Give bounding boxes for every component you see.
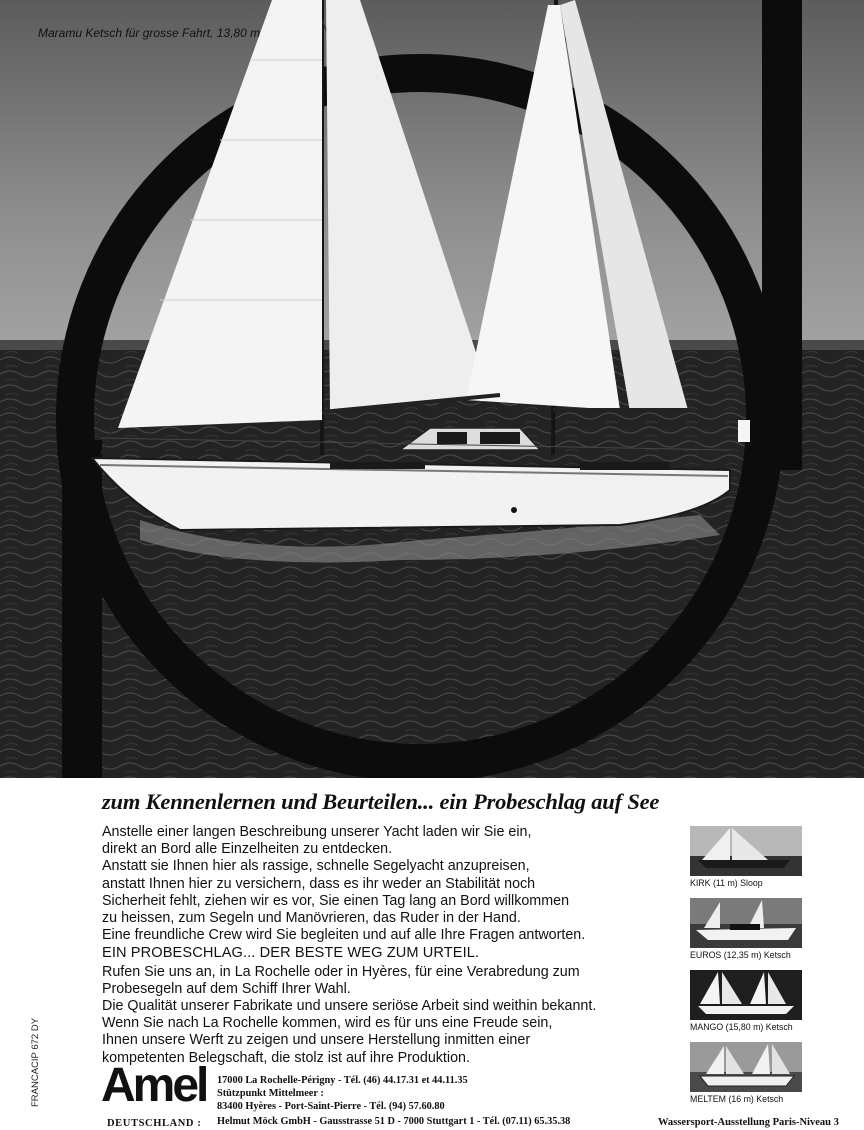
address-line: Stützpunkt Mittelmeer :: [217, 1088, 324, 1099]
amel-logo: Amel: [101, 1059, 207, 1112]
headline: zum Kennenlernen und Beurteilen... ein Probeschlag auf See: [102, 789, 660, 814]
boat-label: MANGO (15,80 m) Ketsch: [690, 1022, 793, 1032]
photo-caption: Maramu Ketsch für grosse Fahrt, 13,80 m: [38, 26, 261, 40]
body-line: Anstelle einer langen Beschreibung unserer Yacht laden wir Sie ein,: [102, 824, 532, 840]
boat-card-mango: [690, 970, 802, 1032]
side-code: FRANCACIP 672 DY: [30, 1017, 41, 1107]
body-line: Eine freundliche Crew wird Sie begleiten und auf alle Ihre Fragen antworten.: [102, 927, 586, 944]
body-line: Sicherheit fehlt, ziehen wir es vor, Sie einen Tag lang an Bord willkommen: [102, 892, 570, 909]
country-label: DEUTSCHLAND :: [107, 1118, 202, 1129]
boat-card-euros: [690, 898, 802, 960]
body-line: Wenn Sie nach La Rochelle kommen, wird es für uns eine Freude sein,: [102, 1015, 553, 1032]
meltem-photo: [690, 1042, 802, 1092]
mango-photo: [690, 970, 802, 1020]
boat-label: KIRK (11 m) Sloop: [690, 878, 763, 888]
germany-address: Helmut Möck GmbH - Gausstrasse 51 D - 7000 Stuttgart 1 - Tél. (07.11) 65.35.38: [217, 1116, 571, 1127]
body-line: Probesegeln auf dem Schiff Ihrer Wahl.: [102, 980, 351, 997]
body-caps-line: EIN PROBESCHLAG... DER BESTE WEG ZUM URTEIL.: [102, 945, 480, 962]
exhibition-note: Wassersport-Ausstellung Paris-Niveau 3: [658, 1117, 839, 1128]
body-line: Anstatt sie Ihnen hier als rassige, schnelle Segelyacht anzupreisen,: [102, 858, 530, 875]
body-copy: [102, 824, 682, 1067]
boat-card-meltem: [690, 1042, 802, 1104]
address-line: 17000 La Rochelle-Périgny - Tél. (46) 44.17.31 et 44.11.35: [217, 1075, 468, 1086]
kirk-photo: [690, 826, 802, 876]
body-line: anstatt Ihnen hier zu versichern, dass es ihr weder an Stabilität noch: [102, 875, 536, 892]
body-line: Ihnen unsere Werft zu zeigen und unsere Herstellung inmitten einer: [102, 1032, 531, 1049]
company-addresses: [217, 1074, 468, 1113]
boat-card-kirk: [690, 826, 802, 888]
boat-label: MELTEM (16 m) Ketsch: [690, 1094, 784, 1104]
body-line: kompetenten Belegschaft, die stolz ist auf ihre Produktion.: [102, 1049, 470, 1066]
address-line: 83400 Hyères - Port-Saint-Pierre - Tél. (94) 57.60.80: [217, 1101, 445, 1112]
body-line: direkt an Bord alle Einzelheiten zu entdecken.: [102, 841, 393, 858]
euros-photo: [690, 898, 802, 948]
body-line: zu heissen, zum Segeln und Manövrieren, das Ruder in der Hand.: [102, 910, 521, 927]
boat-label: EUROS (12,35 m) Ketsch: [690, 950, 791, 960]
body-line: Die Qualität unserer Fabrikate und unsere seriöse Arbeit sind weithin bekannt.: [102, 998, 597, 1015]
body-line: Rufen Sie uns an, in La Rochelle oder in Hyères, für eine Verabredung zum: [102, 963, 580, 980]
